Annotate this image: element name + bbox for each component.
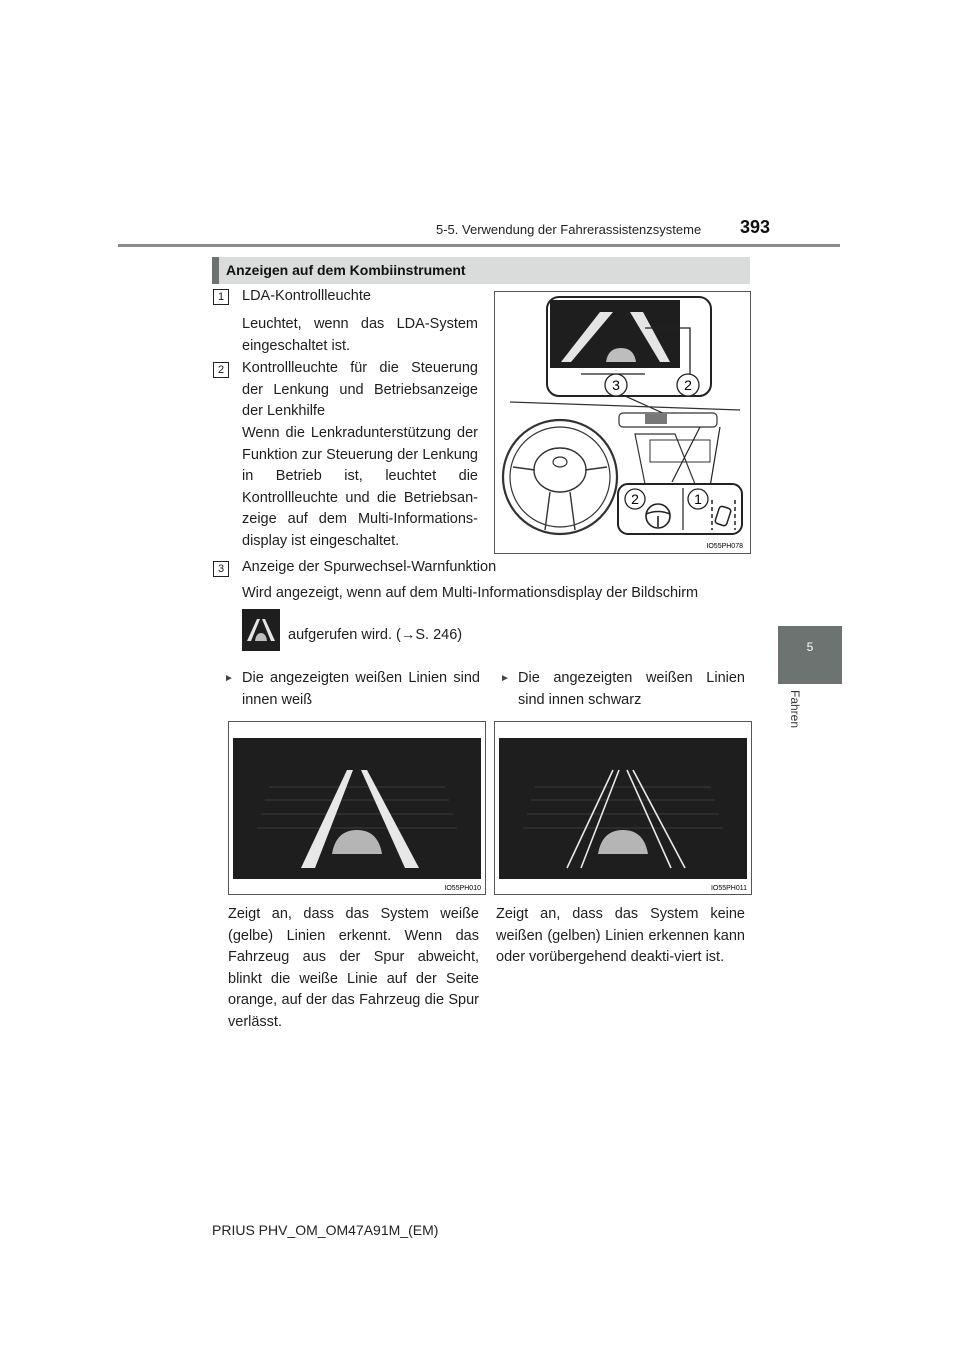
section-title: Anzeigen auf dem Kombiinstrument xyxy=(226,262,466,278)
instrument-figure xyxy=(494,291,751,554)
figure-caption: IO55PH010 xyxy=(444,885,481,892)
bullet-arrow-icon: ► xyxy=(224,673,234,684)
item-2-title: Kontrollleuchte für die Steuerung der Lenkung und Betriebsanzeige der Lenkhilfe xyxy=(242,360,478,419)
item-number-1: 1 xyxy=(213,289,229,305)
figure-caption: IO55PH011 xyxy=(710,885,747,892)
callout-3-label: 3 xyxy=(612,377,620,393)
section-heading-bar xyxy=(212,257,750,284)
item-1-body: Leuchtet, wenn das LDA-System eingeschaltet ist. xyxy=(242,316,478,354)
header-rule xyxy=(118,244,840,247)
callout-2-bottom-label: 2 xyxy=(631,491,639,507)
meter-hood xyxy=(619,413,717,427)
chapter-label: Fahren xyxy=(788,690,802,729)
dashboard-illustration xyxy=(495,292,750,553)
item-2-body: Wenn die Lenkradunterstützung der Funktion zur Steuerung der Lenkung in Betrieb ist, leuchtet die Kontrollleuchte und die Betriebsan-zeige auf dem Multi-Informations-display ist eingeschaltet. xyxy=(242,425,478,549)
col-2-bullet: Die angezeigten weißen Linien sind innen schwarz xyxy=(518,670,745,708)
section-marker xyxy=(212,257,219,284)
col-2-description: Zeigt an, dass das System keine weißen (gelben) Linien erkennen kann oder vorübergehend deakti-viert ist. xyxy=(496,906,745,965)
col-1-bullet: Die angezeigten weißen Linien sind innen weiß xyxy=(242,670,480,708)
item-number-3: 3 xyxy=(213,561,229,577)
callout-1-label: 1 xyxy=(694,491,702,507)
item-3-body: Wird angezeigt, wenn auf dem Multi-Informationsdisplay der Bildschirm xyxy=(242,585,699,601)
item-3-title: Anzeige der Spurwechsel-Warnfunktion xyxy=(242,559,497,575)
figure-caption: IO55PH078 xyxy=(706,543,743,550)
running-header: 5-5. Verwendung der Fahrerassistenzsysteme xyxy=(436,222,702,237)
item-1-title: LDA-Kontrollleuchte xyxy=(242,288,371,304)
chapter-number: 5 xyxy=(806,640,814,654)
chapter-tab xyxy=(778,626,842,684)
callout-2-top-label: 2 xyxy=(684,377,692,393)
bullet-arrow-icon: ► xyxy=(500,673,510,684)
figure-lines-black xyxy=(494,721,752,895)
footer-doc-id: PRIUS PHV_OM_OM47A91M_(EM) xyxy=(212,1222,439,1238)
figure-lines-white xyxy=(228,721,486,895)
item-3-body-cont: aufgerufen wird. (→S. 246) xyxy=(288,627,463,643)
steering-wheel xyxy=(503,420,617,534)
page-number: 393 xyxy=(740,217,771,237)
col-1-description: Zeigt an, dass das System weiße (gelbe) Linien erkennt. Wenn das Fahrzeug aus der Spur abweicht, blinkt die weiße Linie auf der Seite orange, auf der das Fahrzeug die Spur verlässt. xyxy=(228,906,479,1030)
dash-line xyxy=(510,402,740,410)
lane-warning-screen-icon xyxy=(242,609,280,651)
item-number-2: 2 xyxy=(213,362,229,378)
